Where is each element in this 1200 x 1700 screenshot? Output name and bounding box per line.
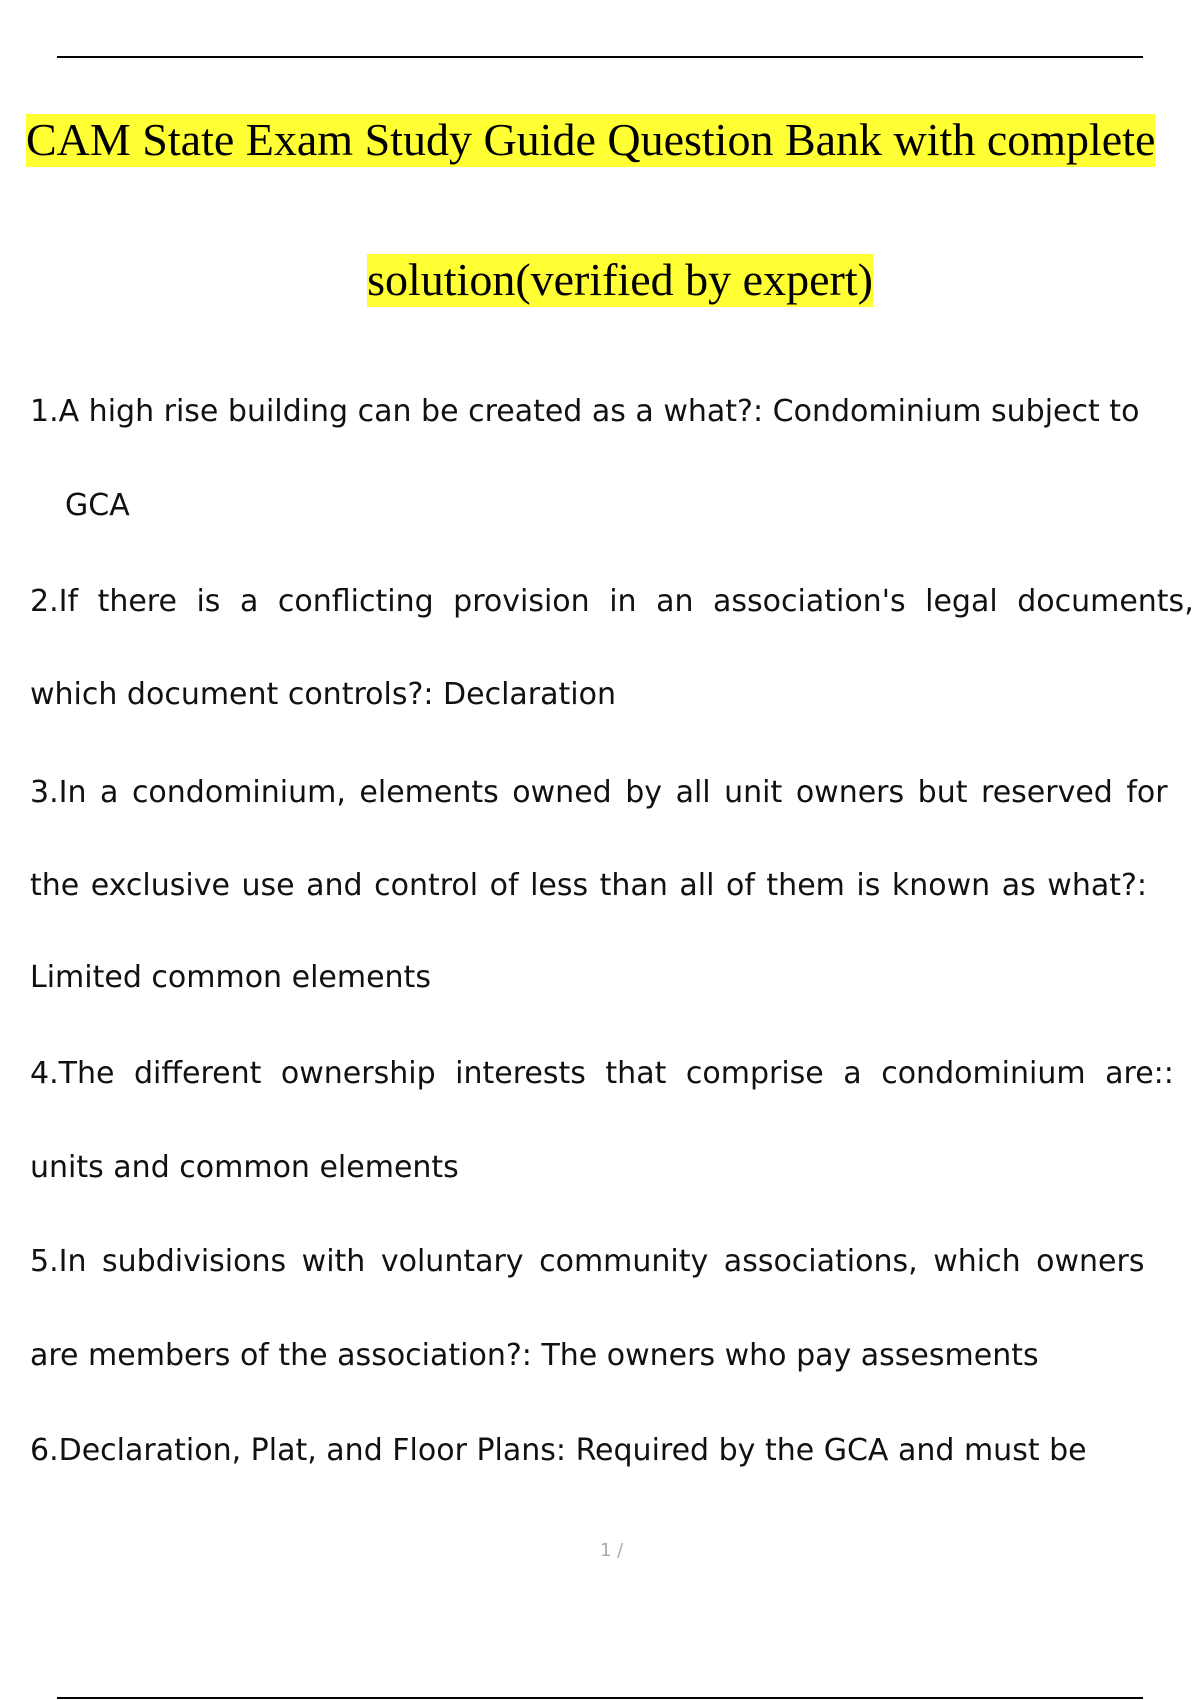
question-text: A high rise building can be created as a what?: — [58, 394, 764, 429]
answer-1-continued — [65, 488, 130, 523]
question-2-line-2 — [30, 677, 616, 712]
page-number: 1 / — [600, 1540, 624, 1561]
question-number: 1. — [30, 394, 59, 429]
question-4 — [30, 1056, 1174, 1091]
answer-text: The owners who pay assesments — [541, 1338, 1039, 1373]
question-3 — [30, 775, 1168, 810]
answer-text: Required by the GCA and must be — [575, 1433, 1087, 1468]
question-text: In a condominium, elements owned by all unit owners but reserved for — [58, 775, 1168, 810]
question-text: If there is a conflicting provision in an association's legal documents, — [58, 584, 1194, 619]
question-1 — [30, 394, 1139, 429]
answer-4 — [30, 1150, 459, 1185]
question-3-line-2 — [30, 868, 1147, 903]
question-number: 3. — [30, 775, 59, 810]
document-title-line-2 — [0, 252, 1200, 308]
question-text: Declaration, Plat, and Floor Plans: — [58, 1433, 567, 1468]
question-text: are members of the association?: — [30, 1338, 532, 1373]
document-title-line-1 — [26, 112, 1155, 168]
question-5 — [30, 1244, 1144, 1279]
top-rule — [57, 56, 1143, 58]
question-number: 5. — [30, 1244, 59, 1279]
answer-text: Declaration — [443, 677, 616, 712]
question-5-line-2 — [30, 1338, 1039, 1373]
title-highlight-1: CAM State Exam Study Guide Question Bank with complete — [26, 114, 1156, 165]
question-text: The different ownership interests that comprise a condominium are:: — [58, 1056, 1174, 1091]
question-text: In subdivisions with voluntary community associations, which owners — [58, 1244, 1145, 1279]
question-number: 4. — [30, 1056, 59, 1091]
question-number: 2. — [30, 584, 59, 619]
question-text: the exclusive use and control of less than all of them is known as what?: — [30, 868, 1148, 903]
bottom-rule — [57, 1697, 1143, 1699]
answer-text: units and common elements — [30, 1150, 459, 1185]
answer-text: Condominium subject to — [772, 394, 1140, 429]
question-text: which document controls?: — [30, 677, 434, 712]
answer-3 — [30, 960, 431, 995]
answer-text: GCA — [65, 488, 130, 523]
title-highlight-2: solution(verified by expert) — [367, 254, 873, 305]
question-6 — [30, 1433, 1087, 1468]
question-number: 6. — [30, 1433, 59, 1468]
answer-text: Limited common elements — [30, 960, 431, 995]
question-2 — [30, 584, 1194, 619]
